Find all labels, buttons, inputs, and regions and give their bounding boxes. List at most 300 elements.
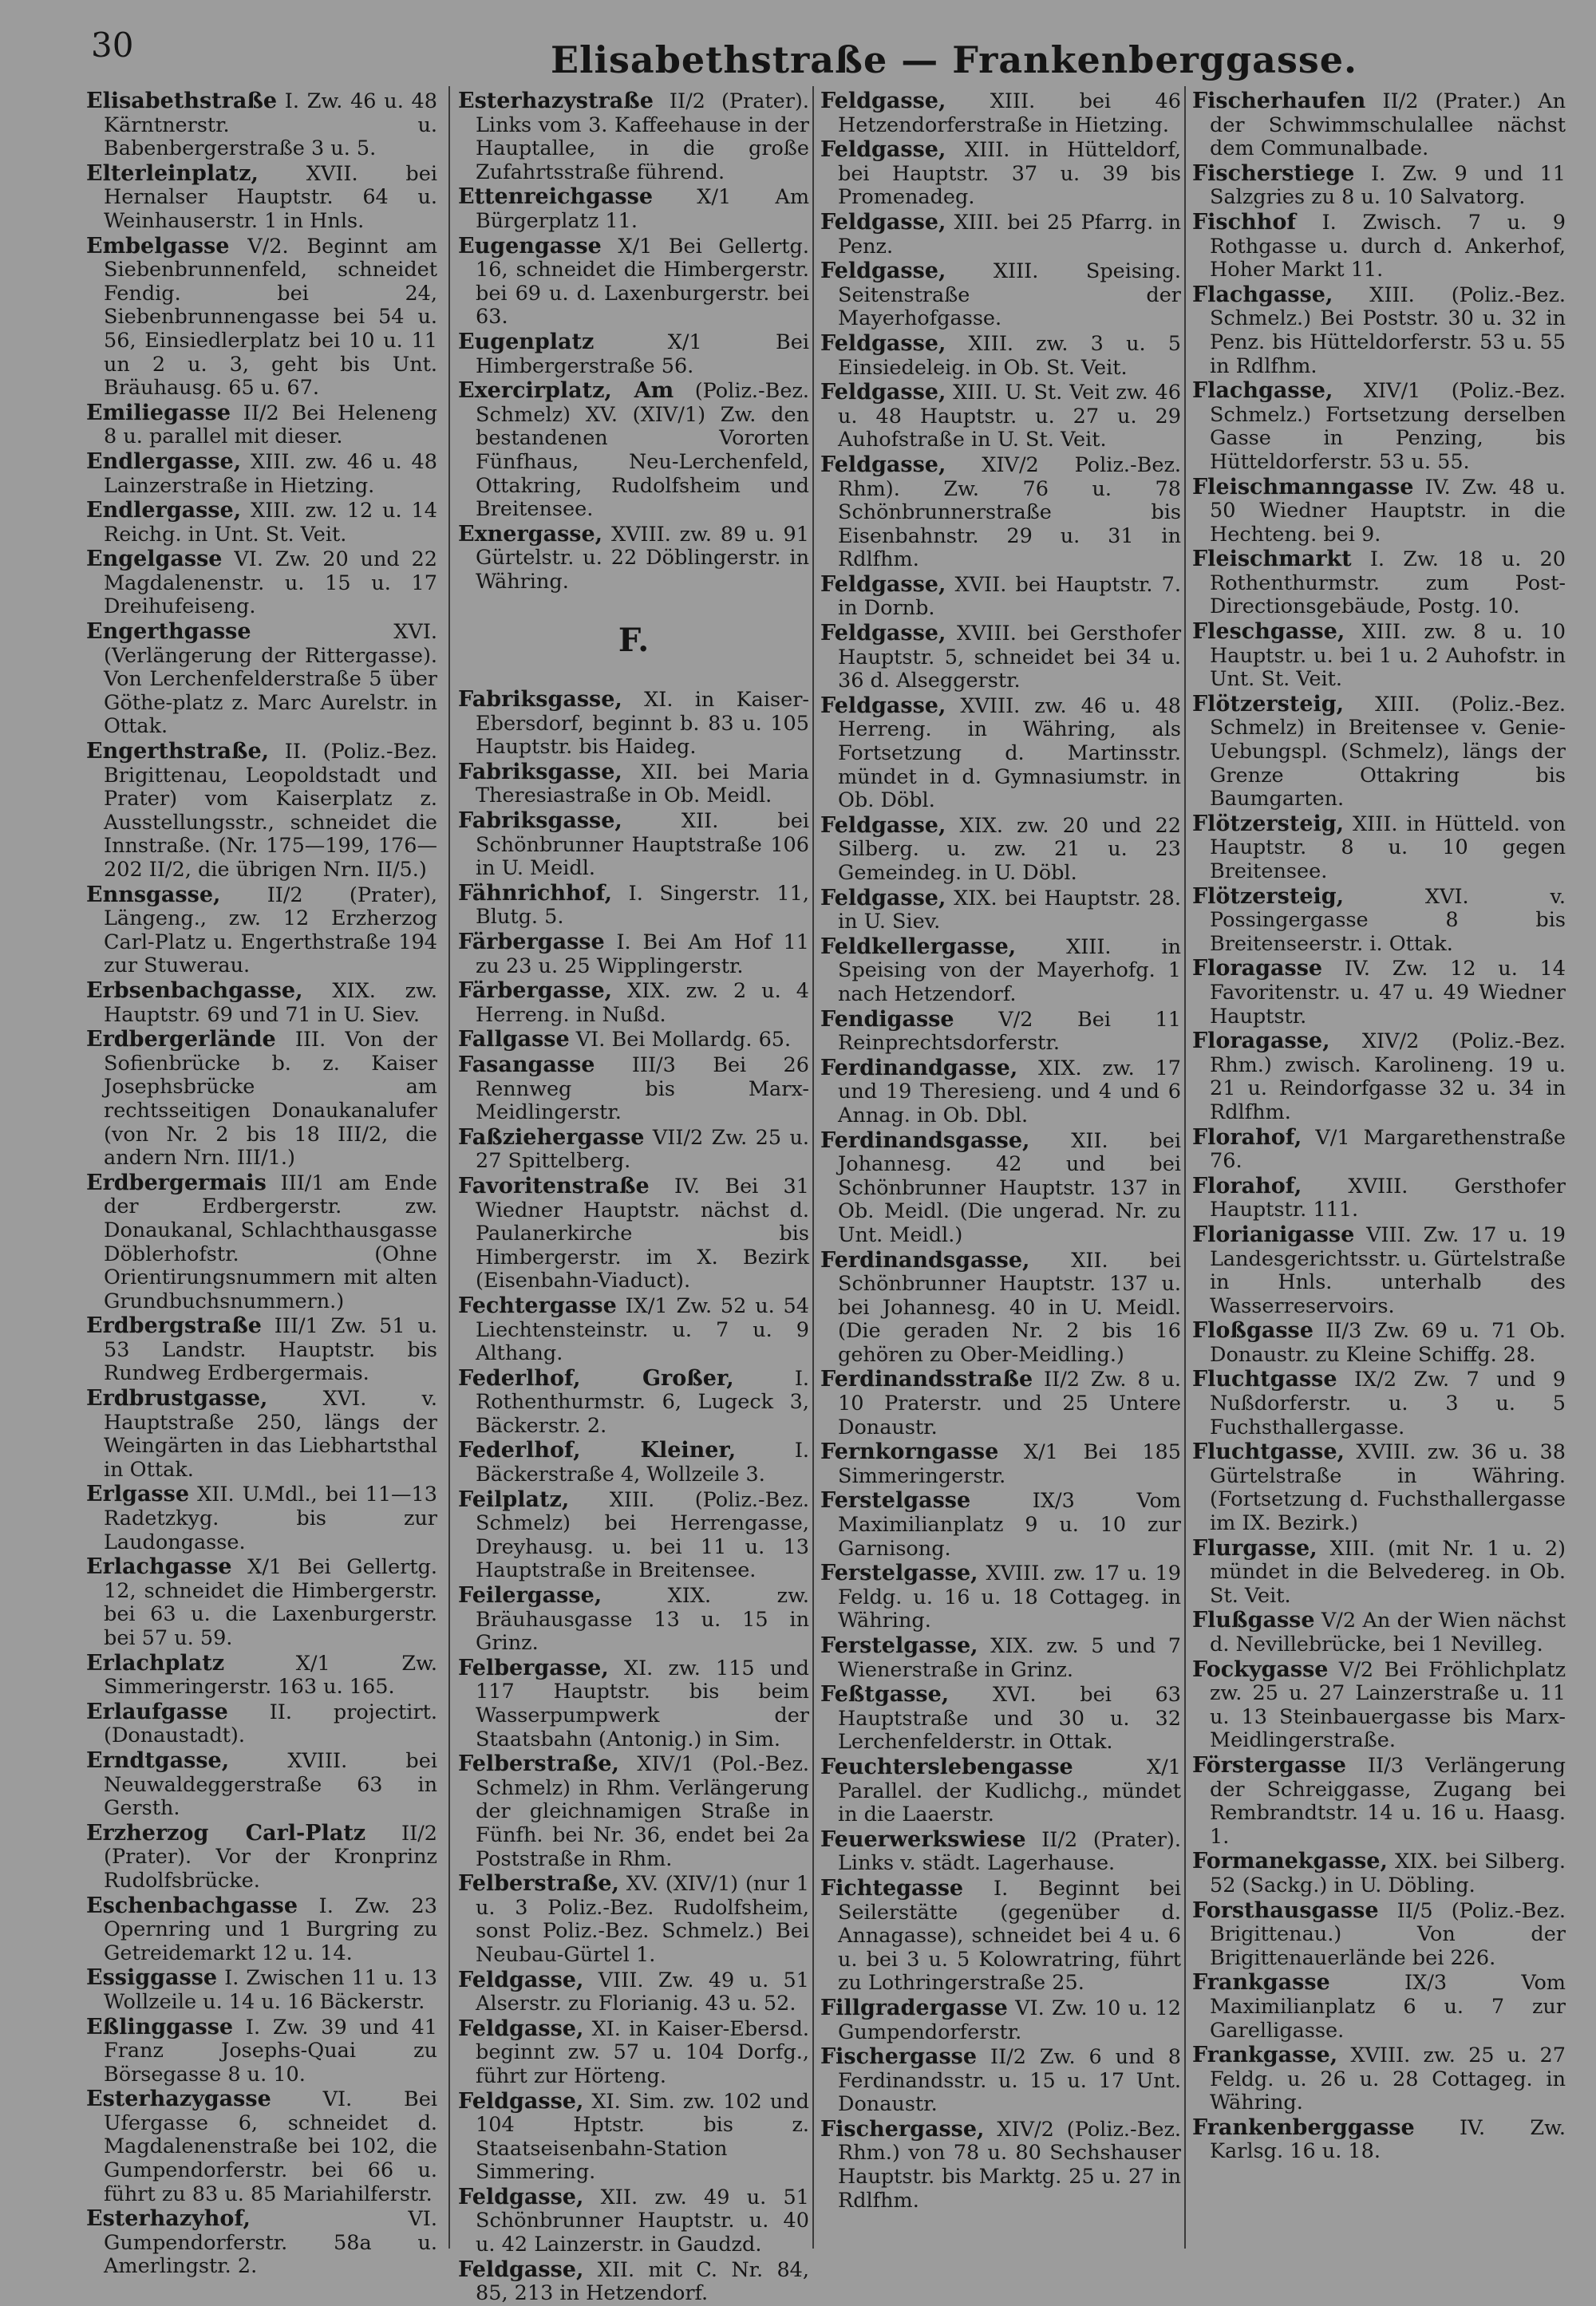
street-description: II/2 (Prater.) An der Schwimmschulallee nächst dem Communalbade. xyxy=(1210,89,1566,161)
street-name: Fleischmanngasse xyxy=(1192,474,1414,500)
directory-entry xyxy=(820,211,1181,259)
street-description: XIX. zw. 17 und 19 Theresieng. und 4 und 6 Annag. in Ob. Dbl. xyxy=(838,1056,1181,1127)
street-description: II/2 Bei Heleneng 8 u. parallel mit dieser. xyxy=(104,401,437,449)
street-name: Essiggasse xyxy=(86,1965,218,1991)
directory-entry xyxy=(86,1555,437,1650)
street-name: Fischerhaufen xyxy=(1192,89,1366,113)
directory-entry xyxy=(1192,2116,1566,2164)
directory-entry xyxy=(1192,1223,1566,1318)
street-description: I. Rothenthurmstr. 6, Lugeck 3, Bäckerstr. 2. xyxy=(476,1366,809,1438)
directory-entry xyxy=(458,1294,809,1366)
directory-entry xyxy=(820,259,1181,331)
directory-entry xyxy=(820,1008,1181,1056)
column-divider xyxy=(812,86,814,2249)
directory-entry xyxy=(820,89,1181,137)
street-description: II/2 Zw. 6 und 8 Ferdinandsstr. u. 15 u. 17 Unt. Donaustr. xyxy=(838,2045,1181,2117)
street-description: I. Zw. 46 u. 48 Kärntnerstr. u. Babenbergerstraße 3 u. 5. xyxy=(104,89,437,161)
street-description: II/2 (Prater), Längeng., zw. 12 Erzherzog Carl-Platz u. Engerthstraße 194 zur Stuwerau. xyxy=(104,883,437,978)
directory-entry xyxy=(86,1483,437,1554)
directory-entry xyxy=(820,1683,1181,1755)
street-description: I. Zw. 9 und 11 Salzgries zu 8 u. 10 Salvatorg. xyxy=(1210,161,1566,210)
directory-entry xyxy=(820,1056,1181,1128)
directory-entry xyxy=(86,1822,437,1893)
street-description: III/1 am Ende der Erdbergerstr. zw. Donaukanal, Schlachthausgasse Döblerhofstr. (Ohne Orientirungsnummern mit alten Grundbuchsnummern.) xyxy=(104,1171,437,1313)
street-description: IV. Zw. 48 u. 50 Wiedner Hauptstr. in die Hechteng. bei 9. xyxy=(1210,475,1566,547)
directory-entry xyxy=(1192,547,1566,619)
street-description: XII. bei Johannesg. 42 und bei Schönbrunner Hauptstr. 137 in Ob. Meidl. (Die ungerad. Nr. zu Unt. Meidl.) xyxy=(838,1128,1181,1247)
directory-entry xyxy=(86,547,437,619)
street-name: Eugenplatz xyxy=(458,329,595,354)
street-description: II/2 (Prater). Links v. städt. Lagerhause. xyxy=(838,1827,1181,1876)
street-description: XIX. bei Hauptstr. 28. in U. Siev. xyxy=(838,886,1181,934)
directory-entry xyxy=(86,2087,437,2206)
street-description: XIX. bei Silberg. 52 (Sackg.) in U. Döbling. xyxy=(1210,1850,1566,1897)
street-description: (Poliz.-Bez. Schmelz) XV. (XIV/1) Zw. den bestandenen Vororten Fünfhaus, Neu-Lerchenfeld, Ottakring, Rudolfsheim und Breitensee. xyxy=(476,379,809,522)
street-name: Feldgasse, xyxy=(820,621,946,646)
street-description: IX/3 Vom Maximilianplatz 6 u. 7 zur Garelligasse. xyxy=(1210,1971,1566,2043)
street-name: Exnergasse, xyxy=(458,521,603,547)
street-name: Fischergasse xyxy=(820,2044,978,2070)
directory-entry xyxy=(1192,620,1566,692)
street-name: Frankgasse xyxy=(1192,1970,1330,1996)
directory-entry xyxy=(820,2118,1181,2213)
street-name: Esterhazystraße xyxy=(458,89,654,113)
street-description: VIII. Zw. 17 u. 19 Landesgerichtsstr. u. Gürtelstraße in Hnls. unterhalb des Wasserreservoirs. xyxy=(1210,1222,1566,1318)
street-name: Formanekgasse, xyxy=(1192,1849,1388,1874)
directory-entry xyxy=(458,809,809,881)
street-name: Erlgasse xyxy=(86,1482,190,1507)
street-description: VI. Zw. 10 u. 12 Gumpendorferstr. xyxy=(838,1996,1181,2044)
directory-entry xyxy=(820,138,1181,210)
directory-entry xyxy=(86,499,437,547)
street-name: Färbergasse, xyxy=(458,978,613,1004)
street-name: Feldgasse, xyxy=(820,571,946,597)
directory-entry xyxy=(86,1171,437,1314)
street-description: XIV/2 (Poliz.-Bez. Rhm.) zwisch. Karolineng. 19 u. 21 u. Reindorfgasse 32 u. 34 in Rdlfhm. xyxy=(1210,1029,1566,1124)
directory-entry xyxy=(86,89,437,161)
directory-entry xyxy=(458,89,809,184)
street-description: XIX. zw. 2 u. 4 Herreng. in Nußd. xyxy=(476,979,809,1027)
page-header: Elisabethstraße — Frankenberggasse. xyxy=(551,38,1358,81)
directory-entry xyxy=(458,2017,809,2089)
column-2 xyxy=(458,89,810,2306)
directory-entry xyxy=(86,235,437,401)
street-description: XI. Sim. zw. 102 und 104 Hptstr. bis z. Staatseisenbahn-Station Simmering. xyxy=(476,2089,809,2185)
directory-entry xyxy=(1192,162,1566,210)
directory-entry xyxy=(820,622,1181,693)
directory-entry xyxy=(1192,1440,1566,1535)
street-description: V/2 Bei Fröhlichplatz zw. 25 u. 27 Lainzerstraße u. 11 u. 13 Steinbauergasse bis Marx-Meidlingerstraße. xyxy=(1210,1657,1566,1753)
street-name: Erlaufgasse xyxy=(86,1699,228,1724)
street-description: X/1 Zw. Simmeringerstr. 163 u. 165. xyxy=(104,1651,437,1700)
directory-entry xyxy=(1192,1537,1566,1609)
street-name: Feßtgasse, xyxy=(820,1682,950,1708)
directory-entry xyxy=(86,2016,437,2087)
street-name: Engelgasse xyxy=(86,547,223,572)
street-name: Feldkellergasse, xyxy=(820,934,1017,959)
street-name: Feilplatz, xyxy=(458,1487,570,1512)
street-name: Erdbergstraße xyxy=(86,1313,262,1339)
directory-entry xyxy=(458,1488,809,1583)
street-name: Forsthausgasse xyxy=(1192,1897,1379,1923)
directory-entry xyxy=(1192,1658,1566,1753)
street-name: Engerthstraße, xyxy=(86,739,270,764)
directory-entry xyxy=(1192,379,1566,474)
street-name: Erzherzog Carl-Platz xyxy=(86,1820,366,1846)
directory-entry xyxy=(458,1752,809,1871)
directory-entry xyxy=(1192,693,1566,811)
street-name: Florahof, xyxy=(1192,1173,1302,1198)
directory-entry xyxy=(820,1828,1181,1876)
street-description: XII. mit C. Nr. 84, 85, 213 in Hetzendorf. xyxy=(476,2257,810,2306)
directory-entry xyxy=(1192,1175,1566,1222)
street-name: Flurgasse, xyxy=(1192,1535,1317,1561)
directory-entry xyxy=(820,886,1181,934)
street-description: XVIII. zw. 25 u. 27 Feldg. u. 26 u. 28 Cottageg. in Währing. xyxy=(1210,2043,1566,2115)
directory-entry xyxy=(458,882,809,930)
street-description: XIII. (mit Nr. 1 u. 2) mündet in die Belvedereg. in Ob. St. Veit. xyxy=(1210,1536,1566,1608)
directory-entry xyxy=(458,979,809,1027)
street-name: Feldgasse, xyxy=(820,89,946,113)
street-description: XIII. in Hütteld. von Hauptstr. 8 u. 10 gegen Breitensee. xyxy=(1210,811,1566,883)
street-name: Förstergasse xyxy=(1192,1752,1346,1778)
street-name: Erbsenbachgasse, xyxy=(86,977,303,1003)
street-description: XIII. zw. 8 u. 10 Hauptstr. u. bei 1 u. 2 Auhofstr. in Unt. St. Veit. xyxy=(1210,620,1566,692)
street-description: XII. bei Maria Theresiastraße in Ob. Meidl. xyxy=(476,760,809,808)
street-name: Ferdinandsgasse, xyxy=(820,1247,1030,1273)
directory-entry xyxy=(458,1872,809,1967)
street-description: XIII. zw. 12 u. 14 Reichg. in Unt. St. Veit. xyxy=(104,499,438,547)
street-description: XVIII. zw. 17 u. 19 Feldg. u. 16 u. 18 Cottageg. in Währing. xyxy=(838,1562,1181,1633)
street-description: V/2 Bei 11 Reinprechtsdorferstr. xyxy=(838,1007,1182,1056)
street-name: Esterhazygasse xyxy=(86,2087,271,2112)
directory-entry xyxy=(1192,1754,1566,1849)
directory-entry xyxy=(458,379,809,522)
directory-entry xyxy=(1192,885,1566,957)
street-name: Ennsgasse, xyxy=(86,882,221,907)
street-description: VIII. Zw. 49 u. 51 Alserstr. zu Florianig. 43 u. 52. xyxy=(476,1968,809,2016)
street-description: III/1 Zw. 51 u. 53 Landstr. Hauptstr. bis Rundweg Erdbergermais. xyxy=(104,1314,437,1386)
directory-entry xyxy=(820,1877,1181,1996)
directory-entry xyxy=(458,1367,809,1439)
street-description: VI. Bei Ufergasse 6, schneidet d. Magdalenenstraße bei 102, die Gumpendorferstr. bei 66 u. führt zu 83 u. 85 Mariahilferstr. xyxy=(104,2087,437,2206)
street-name: Embelgasse xyxy=(86,233,230,259)
street-description: XII. zw. 49 u. 51 Schönbrunner Hauptstr. u. 40 u. 42 Lainzerstr. in Gaudzd. xyxy=(476,2185,809,2257)
street-description: IX/3 Vom Maximilianplatz 9 u. 10 zur Garnisong. xyxy=(838,1489,1181,1561)
street-description: I. Singerstr. 11, Blutg. 5. xyxy=(476,881,809,930)
street-description: IX/2 Zw. 7 und 9 Nußdorferstr. u. 3 u. 5 Fuchsthallergasse. xyxy=(1210,1368,1566,1439)
directory-entry xyxy=(820,453,1181,572)
street-name: Flötzersteig, xyxy=(1192,811,1345,836)
street-description: II/3 Verlängerung der Schreiggasse, Zugang bei Rembrandtstr. 14 u. 16 u. Haasg. 1. xyxy=(1210,1753,1566,1849)
directory-entry xyxy=(86,883,437,978)
street-name: Feldgasse, xyxy=(820,693,946,718)
directory-entry xyxy=(820,694,1181,813)
directory-entry xyxy=(86,450,437,498)
street-name: Flötzersteig, xyxy=(1192,883,1345,909)
column-3 xyxy=(820,89,1181,2260)
directory-entry xyxy=(458,1439,809,1487)
street-name: Ferdinandsgasse, xyxy=(820,1127,1030,1153)
directory-entry xyxy=(86,1387,437,1482)
directory-entry xyxy=(86,2207,437,2279)
street-name: Fleischmarkt xyxy=(1192,547,1352,572)
directory-entry xyxy=(458,523,809,594)
street-description: XVIII. zw. 46 u. 48 Herreng. in Währing, als Fortsetzung d. Martinsstr. mündet in d. Gymnasiumstr. in Ob. Döbl. xyxy=(838,693,1181,813)
street-name: Fockygasse xyxy=(1192,1656,1329,1682)
directory-entry xyxy=(820,1368,1181,1439)
directory-entry xyxy=(458,1175,809,1293)
street-description: XIII. (Poliz.-Bez. Schmelz.) Bei Poststr. 30 u. 32 in Penz. bis Hütteldorferstr. 53 u. 55 in Rdlfhm. xyxy=(1210,282,1566,378)
street-description: XIII. in Hütteldorf, bei Hauptstr. 37 u. 39 bis Promenadeg. xyxy=(838,138,1181,210)
street-name: Feldgasse, xyxy=(820,885,946,910)
street-name: Flötzersteig, xyxy=(1192,691,1345,717)
street-name: Erlachgasse xyxy=(86,1554,232,1580)
street-description: XIV/1 (Poliz.-Bez. Schmelz.) Fortsetzung derselben Gasse in Penzing, bis Hütteldorferstr. 53 u. 55. xyxy=(1210,379,1566,474)
directory-entry xyxy=(458,1968,809,2016)
directory-entry xyxy=(458,1656,809,1751)
street-name: Feldgasse, xyxy=(820,137,946,163)
street-description: XVII. bei Hernalser Hauptstr. 64 u. Weinhauserstr. 1 in Hnls. xyxy=(104,161,438,233)
street-name: Frankgasse, xyxy=(1192,2043,1338,2068)
street-description: XI. zw. 115 und 117 Hauptstr. bis beim Wasserpumpwerk der Staatsbahn (Antonig.) in Sim. xyxy=(476,1656,809,1751)
street-description: XIII. in Speising von der Mayerhofg. 1 nach Hetzendorf. xyxy=(838,934,1181,1006)
street-description: I. Zw. 18 u. 20 Rothenthurmstr. zum Post-Directionsgebäude, Postg. 10. xyxy=(1210,547,1566,619)
street-description: II/3 Zw. 69 u. 71 Ob. Donaustr. zu Kleine Schiffg. 28. xyxy=(1210,1319,1566,1367)
street-name: Fabriksgasse, xyxy=(458,687,622,713)
street-name: Feldgasse, xyxy=(458,1967,584,1992)
street-description: II/5 (Poliz.-Bez. Brigittenau.) Von der Brigittenauerlände bei 226. xyxy=(1210,1898,1566,1970)
directory-entry xyxy=(1192,1368,1566,1439)
street-description: VI. Zw. 20 und 22 Magdalenenstr. u. 15 u. 17 Dreihufeiseng. xyxy=(104,547,437,619)
street-name: Feldgasse, xyxy=(820,330,946,356)
street-description: III. Von der Sofienbrücke b. z. Kaiser Josephsbrücke am rechtsseitigen Donaukanalufer (von Nr. 2 bis 18 III/2, die andern Nrn. III/1.) xyxy=(104,1028,438,1171)
street-description: XVIII. bei Gersthofer Hauptstr. 5, schneidet bei 34 u. 36 d. Alseggerstr. xyxy=(838,622,1182,693)
street-name: Feldgasse, xyxy=(458,2088,584,2114)
street-description: V/2. Beginnt am Siebenbrunnenfeld, schneidet Fendig. bei 24, Siebenbrunnengasse bei 54 u. 56, Einsiedlerplatz bei 10 u. 11 un 2 u. 3, geht bis Unt. Bräuhausg. 65 u. 67. xyxy=(104,234,437,401)
street-description: I. Bei Am Hof 11 zu 23 u. 25 Wipplingerstr. xyxy=(476,930,809,978)
street-description: XIII. bei 25 Pfarrg. in Penz. xyxy=(838,210,1182,259)
directory-entry xyxy=(86,620,437,739)
street-name: Fabriksgasse, xyxy=(458,808,622,834)
street-description: I. Zwisch. 7 u. 9 Rothgasse u. durch d. Ankerhof, Hoher Markt 11. xyxy=(1210,210,1566,282)
street-name: Feuerwerkswiese xyxy=(820,1826,1026,1852)
directory-entry xyxy=(820,935,1181,1007)
street-description: XIV/2 Poliz.-Bez. Rhm). Zw. 76 u. 78 Schönbrunnerstraße bis Eisenbahnstr. 29 u. 31 in Rdlfhm. xyxy=(838,452,1181,572)
directory-entry xyxy=(86,1700,437,1748)
directory-entry xyxy=(86,1966,437,2014)
directory-entry xyxy=(820,332,1181,380)
street-name: Faßziehergasse xyxy=(458,1124,645,1150)
directory-entry xyxy=(1192,89,1566,161)
street-description: X/1 Bei Gellertg. 16, schneidet die Himbergerstr. bei 69 u. d. Laxenburgerstr. bei 63. xyxy=(476,234,809,330)
street-description: XI. in Kaiser-Ebersd. beginnt zw. 57 u. 104 Dorfg., führt zur Hörteng. xyxy=(476,2016,809,2088)
street-description: XIII. bei 46 Hetzendorferstraße in Hietzing. xyxy=(838,89,1181,137)
street-name: Eschenbachgasse xyxy=(86,1893,298,1918)
section-letter: F. xyxy=(618,622,650,660)
street-name: Fabriksgasse, xyxy=(458,759,622,784)
directory-entry xyxy=(1192,1319,1566,1367)
directory-entry xyxy=(1192,1850,1566,1897)
street-description: IX/1 Zw. 52 u. 54 Liechtensteinstr. u. 7 u. 9 Althang. xyxy=(476,1293,809,1366)
directory-entry xyxy=(820,1440,1181,1488)
street-name: Ferstelgasse, xyxy=(820,1561,978,1586)
street-description: XIV/1 (Pol.-Bez. Schmelz) in Rhm. Verlängerung der gleichnamigen Straße in Fünfh. bei Nr. 36, endet bei 2a Poststraße in Rhm. xyxy=(476,1752,809,1871)
street-name: Eugengasse xyxy=(458,233,602,259)
street-description: IV. Zw. 12 u. 14 Favoritenstr. u. 47 u. 49 Wiedner Hauptstr. xyxy=(1210,957,1566,1029)
street-name: Felbergasse, xyxy=(458,1655,609,1680)
street-name: Feldgasse, xyxy=(820,259,946,284)
street-description: XVI. v. Possingergasse 8 bis Breitenseerstr. i. Ottak. xyxy=(1210,884,1566,956)
directory-entry xyxy=(86,401,437,449)
street-name: Florahof, xyxy=(1192,1124,1302,1150)
directory-entry xyxy=(86,1749,437,1821)
directory-entry xyxy=(86,1894,437,1966)
street-description: XVIII. zw. 89 u. 91 Gürtelstr. u. 22 Döblingerstr. in Währing. xyxy=(476,522,809,594)
street-name: Fernkorngasse xyxy=(820,1439,999,1465)
street-description: XVII. bei Hauptstr. 7. in Dornb. xyxy=(838,572,1181,621)
street-name: Endlergasse, xyxy=(86,448,242,474)
column-divider xyxy=(448,86,450,2249)
street-description: II/2 Zw. 8 u. 10 Praterstr. und 25 Untere Donaustr. xyxy=(838,1368,1182,1439)
directory-entry xyxy=(1192,1971,1566,2043)
directory-entry xyxy=(458,2090,809,2185)
street-description: XIX. zw. Bräuhausgasse 13 u. 15 in Grinz. xyxy=(476,1584,809,1656)
street-description: XIII. U. St. Veit zw. 46 u. 48 Hauptstr. u. 27 u. 29 Auhofstraße in U. St. Veit. xyxy=(838,381,1181,452)
street-description: XIII. (Poliz.-Bez. Schmelz) bei Herrengasse, Dreyhausg. u. bei 11 u. 13 Hauptstraße in Breitensee. xyxy=(476,1487,809,1583)
street-name: Feldgasse, xyxy=(458,2257,584,2282)
street-description: XVI. bei 63 Hauptstraße und 30 u. 32 Lerchenfelderstr. in Ottak. xyxy=(838,1683,1181,1755)
street-description: II/2 (Prater). Vor der Kronprinz Rudolfsbrücke. xyxy=(104,1821,437,1893)
directory-entry xyxy=(1192,476,1566,547)
street-name: Ettenreichgasse xyxy=(458,184,654,210)
street-name: Fillgradergasse xyxy=(820,1995,1008,2020)
street-name: Engerthgasse xyxy=(86,619,251,645)
directory-entry xyxy=(86,740,437,883)
street-name: Fallgasse xyxy=(458,1027,570,1052)
directory-entry xyxy=(458,688,809,760)
directory-entry xyxy=(458,1126,809,1174)
directory-entry xyxy=(1192,1609,1566,1656)
street-name: Favoritenstraße xyxy=(458,1173,650,1198)
street-description: XIV/2 (Poliz.-Bez. Rhm.) von 78 u. 80 Sechshauser Hauptstr. bis Marktg. 25 u. 27 in Rdlfhm. xyxy=(838,2117,1182,2213)
street-name: Feldgasse, xyxy=(458,2016,584,2041)
street-name: Feuchterslebengasse xyxy=(820,1754,1073,1779)
street-description: I. Zw. 39 und 41 Franz Josephs-Quai zu Börsegasse 8 u. 10. xyxy=(104,2015,437,2087)
street-description: VI. Gumpendorferstr. 58a u. Amerlingstr. 2. xyxy=(104,2207,437,2279)
directory-entry xyxy=(1192,957,1566,1029)
street-description: XVIII. zw. 36 u. 38 Gürtelstraße in Währing. (Fortsetzung d. Fuchsthallergasse im IX. Bezirk.) xyxy=(1210,1440,1566,1536)
street-name: Elisabethstraße xyxy=(86,89,278,113)
street-name: Feilergasse, xyxy=(458,1583,602,1609)
street-name: Fechtergasse xyxy=(458,1293,617,1318)
street-name: Floragasse, xyxy=(1192,1029,1330,1054)
street-name: Floßgasse xyxy=(1192,1318,1314,1344)
directory-entry xyxy=(820,2045,1181,2117)
street-name: Erdbrustgasse, xyxy=(86,1386,268,1412)
street-name: Feldgasse, xyxy=(458,2184,584,2209)
street-description: XIII. Speising. Seitenstraße der Mayerhofgasse. xyxy=(838,259,1181,331)
street-name: Ferdinandsstraße xyxy=(820,1367,1033,1392)
directory-entry xyxy=(820,1129,1181,1248)
street-description: XI. in Kaiser-Ebersdorf, beginnt b. 83 u. 105 Hauptstr. bis Haideg. xyxy=(476,688,809,760)
street-name: Frankenberggasse xyxy=(1192,2114,1415,2140)
directory-entry xyxy=(86,162,437,234)
street-name: Elterleinplatz, xyxy=(86,160,259,186)
street-name: Fluchtgasse xyxy=(1192,1367,1337,1392)
street-name: Flachgasse, xyxy=(1192,378,1333,404)
directory-entry xyxy=(458,930,809,978)
street-name: Fischerstiege xyxy=(1192,160,1355,186)
street-name: Felberstraße, xyxy=(458,1751,619,1777)
directory-entry xyxy=(86,979,437,1027)
directory-entry xyxy=(1192,2043,1566,2115)
directory-entry xyxy=(458,2258,809,2306)
street-name: Erlachplatz xyxy=(86,1650,225,1676)
street-name: Fendigasse xyxy=(820,1006,954,1032)
directory-entry xyxy=(458,760,809,808)
street-description: X/1 Am Bürgerplatz 11. xyxy=(476,185,810,233)
street-description: V/1 Margarethenstraße 76. xyxy=(1210,1125,1566,1174)
directory-entry xyxy=(458,330,809,378)
street-name: Feldgasse, xyxy=(820,209,946,235)
directory-entry xyxy=(1192,211,1566,282)
directory-entry xyxy=(458,1028,809,1052)
street-description: X/1 Parallel. der Kudlichg., mündet in die Laaerstr. xyxy=(838,1755,1181,1827)
street-description: I. Zw. 23 Opernring und 1 Burgring zu Getreidemarkt 12 u. 14. xyxy=(104,1893,437,1965)
street-description: I. Beginnt bei Seilerstätte (gegenüber d. Annagasse), schneidet bei 4 u. 6 u. bei 3 u. 5 Kolowratring, führt zu Lothringerstraße 25. xyxy=(838,1876,1181,1996)
street-description: I. Zwischen 11 u. 13 Wollzeile u. 14 u. 16 Bäckerstr. xyxy=(104,1966,437,2014)
street-description: XII. U.Mdl., bei 11—13 Radetzkyg. bis zur Laudongasse. xyxy=(104,1483,437,1554)
street-description: XIX. zw. 5 und 7 Wienerstraße in Grinz. xyxy=(838,1634,1182,1682)
street-name: Ferstelgasse xyxy=(820,1488,971,1514)
street-description: XVI. (Verlängerung der Rittergasse). Von Lerchenfelderstraße 5 über Göthe-platz z. Marc Aurelstr. in Ottak. xyxy=(104,620,437,739)
street-name: Erdbergerlände xyxy=(86,1027,276,1052)
street-description: XVIII. bei Neuwaldeggerstraße 63 in Gersth. xyxy=(104,1748,437,1821)
street-description: V/2 An der Wien nächst d. Nevillebrücke, bei 1 Nevilleg. xyxy=(1210,1609,1566,1656)
directory-entry xyxy=(458,1053,809,1125)
street-name: Feldgasse, xyxy=(820,452,946,477)
directory-entry xyxy=(820,381,1181,452)
directory-entry xyxy=(820,573,1181,621)
street-description: II. projectirt. (Donaustadt). xyxy=(104,1700,438,1748)
street-name: Federlhof, Kleiner, xyxy=(458,1438,737,1463)
street-name: Floragasse xyxy=(1192,956,1323,981)
directory-entry xyxy=(458,1584,809,1656)
directory-entry xyxy=(1192,1029,1566,1124)
street-name: Exercirplatz, Am xyxy=(458,378,674,404)
street-description: X/1 Bei Himbergerstraße 56. xyxy=(476,330,810,378)
street-description: XIX. zw. Hauptstr. 69 und 71 in U. Siev. xyxy=(104,978,438,1027)
street-name: Feldgasse, xyxy=(820,380,946,405)
column-4 xyxy=(1192,89,1566,2260)
street-name: Esterhazyhof, xyxy=(86,2206,251,2232)
street-description: III/3 Bei 26 Rennweg bis Marx-Meidlingerstr. xyxy=(476,1052,809,1125)
street-name: Erndtgasse, xyxy=(86,1747,230,1773)
street-name: Ferstelgasse, xyxy=(820,1633,978,1658)
directory-entry xyxy=(820,1249,1181,1368)
street-description: XVI. v. Hauptstraße 250, längs der Weingärten in das Liebhartsthal in Ottak. xyxy=(104,1387,437,1482)
street-name: Feldgasse, xyxy=(820,812,946,838)
street-description: X/1 Bei Gellertg. 12, schneidet die Himbergerstr. bei 63 u. die Laxenburgerstr. bei 57 u. 59. xyxy=(104,1555,437,1650)
street-name: Eßlinggasse xyxy=(86,2014,234,2039)
street-description: XIII. zw. 46 u. 48 Lainzerstraße in Hietzing. xyxy=(104,449,438,498)
street-name: Fleschgasse, xyxy=(1192,619,1345,645)
street-description: XIII. zw. 3 u. 5 Einsiedeleig. in Ob. St. Veit. xyxy=(838,331,1181,380)
street-description: XV. (XIV/1) (nur 1 u. 3 Poliz.-Bez. Rudolfsheim, sonst Poliz.-Bez. Schmelz.) Bei Neubau-Gürtel 1. xyxy=(476,1872,809,1967)
street-name: Fischhof xyxy=(1192,209,1296,235)
column-divider xyxy=(1184,86,1186,2249)
